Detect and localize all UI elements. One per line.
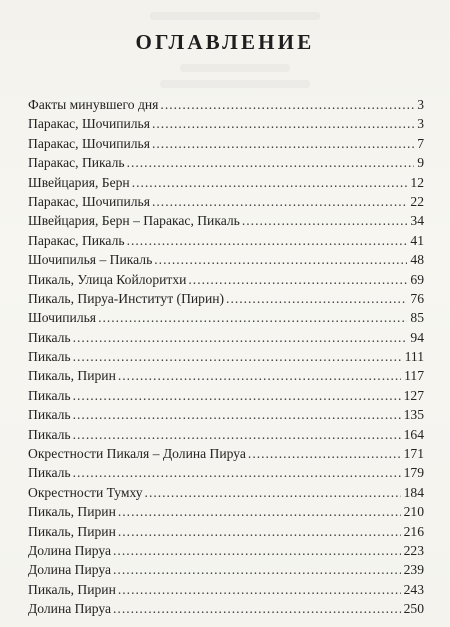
toc-entry-title: Швейцария, Берн – Паракас, Пикаль [28,213,240,229]
toc-entry-page-number: 184 [403,484,424,500]
toc-entry-page-number: 48 [410,252,424,268]
dot-leader [132,173,408,192]
dot-leader [73,405,401,424]
dot-leader [118,502,401,521]
toc-entry-page-number: 111 [404,349,424,365]
toc-entry-page-number: 223 [403,542,424,558]
dot-leader [118,366,401,385]
toc-entry-title: Паракас, Шочипилья [28,193,150,209]
toc-entry-page-number: 243 [403,581,424,597]
dot-leader [73,463,401,482]
toc-entry [28,386,424,405]
toc-entry [28,560,424,579]
toc-entry [28,522,424,541]
dot-leader [145,483,401,502]
toc-entry [28,250,424,269]
toc-entry-page-number: 250 [403,601,424,617]
show-through-ghost-text [180,64,290,72]
toc-entry-title: Пикаль [28,407,71,423]
page-title: ОГЛАВЛЕНИЕ [135,30,315,54]
dot-leader [73,328,408,347]
toc-entry-title: Пикаль [28,349,71,365]
toc-entry [28,289,424,308]
toc-entry [28,328,424,347]
toc-entry-page-number: 41 [410,232,424,248]
toc-entry [28,270,424,289]
toc-entry-page-number: 239 [403,562,424,578]
dot-leader [242,211,408,230]
toc-entry-title: Пикаль [28,387,71,403]
toc-entry-title: Пикаль [28,465,71,481]
dot-leader [73,347,402,366]
toc-entry-title: Пикаль [28,329,71,345]
show-through-ghost-text [150,12,320,20]
toc-entry-title: Пикаль, Пирин [28,504,116,520]
toc-entry-page-number: 22 [410,193,424,209]
toc-entry [28,483,424,502]
dot-leader [188,270,407,289]
toc-entry-page-number: 3 [417,116,424,132]
toc-entry [28,366,424,385]
toc-entry-page-number: 69 [410,271,424,287]
toc-entry [28,599,424,618]
toc-entry-page-number: 76 [410,290,424,306]
toc-entry-page-number: 3 [417,97,424,112]
toc-entry-title: Долина Пируа [28,601,112,617]
toc-entry-page-number: 127 [403,387,424,403]
toc-entry-title: Пикаль [28,426,71,442]
toc-entry-page-number: 135 [403,407,424,423]
toc-entry-title: Паракас, Шочипилья [28,116,150,132]
toc-entry-page-number: 179 [403,465,424,481]
toc-entry-title: Окрестности Тумху [28,484,143,500]
toc-entry-title: Долина Пируа [28,562,112,578]
dot-leader [152,134,414,153]
toc-entry-title: Паракас, Пикаль [28,155,125,171]
dot-leader [98,308,407,327]
toc-entry [28,347,424,366]
toc-entry-page-number: 12 [410,174,424,190]
dot-leader [73,425,401,444]
dot-leader [113,599,401,618]
toc-entry-page-number: 216 [403,523,424,539]
toc-entry-title: Пикаль, Пирин [28,368,116,384]
toc-entry [28,114,424,133]
toc-entry [28,463,424,482]
toc-entry-page-number: 117 [404,368,424,384]
show-through-ghost-text [160,80,310,88]
toc-entry-page-number: 210 [403,504,424,520]
toc-entry-title: Пикаль, Пирин [28,581,116,597]
toc-entry-title: Факты минувшего дня [28,97,159,112]
toc-entry-page-number: 34 [410,213,424,229]
dot-leader [113,541,401,560]
toc-entry [28,425,424,444]
dot-leader [226,289,407,308]
toc-entry [28,134,424,153]
toc-entry-page-number: 9 [417,155,424,171]
toc-entry [28,173,424,192]
dot-leader [152,114,414,133]
toc-entry-title: Окрестности Пикаля – Долина Пируа [28,446,246,462]
toc-entry-title: Пикаль, Улица Койлоритхи [28,271,187,287]
toc-entry-page-number: 85 [410,310,424,326]
toc-entry-page-number: 164 [403,426,424,442]
toc-entry-title: Паракас, Пикаль [28,232,125,248]
dot-leader [113,560,401,579]
toc-entry [28,95,424,114]
dot-leader [118,522,401,541]
toc-entry [28,231,424,250]
dot-leader [118,580,401,599]
toc-entry-title: Пикаль, Пируа-Институт (Пирин) [28,290,225,306]
toc-entry-page-number: 171 [403,446,424,462]
toc-entry-title: Паракас, Шочипилья [28,135,150,151]
toc-entry [28,153,424,172]
dot-leader [160,95,414,114]
toc-entry [28,502,424,521]
dot-leader [127,231,408,250]
toc-entry [28,211,424,230]
toc-entry [28,444,424,463]
dot-leader [154,250,407,269]
toc-entry-title: Долина Пируа [28,542,112,558]
dot-leader [73,386,401,405]
toc-entry-page-number: 94 [410,329,424,345]
toc-entry [28,192,424,211]
dot-leader [248,444,401,463]
dot-leader [127,153,415,172]
toc-entry-title: Шочипилья – Пикаль [28,252,153,268]
toc-entry-title: Шочипилья [28,310,97,326]
toc-entry-title: Пикаль, Пирин [28,523,116,539]
toc-entry [28,308,424,327]
toc-entry-title: Швейцария, Берн [28,174,130,190]
toc-entry-page-number: 7 [417,135,424,151]
table-of-contents [28,95,424,619]
toc-entry [28,580,424,599]
toc-entry [28,405,424,424]
dot-leader [152,192,407,211]
toc-entry [28,541,424,560]
